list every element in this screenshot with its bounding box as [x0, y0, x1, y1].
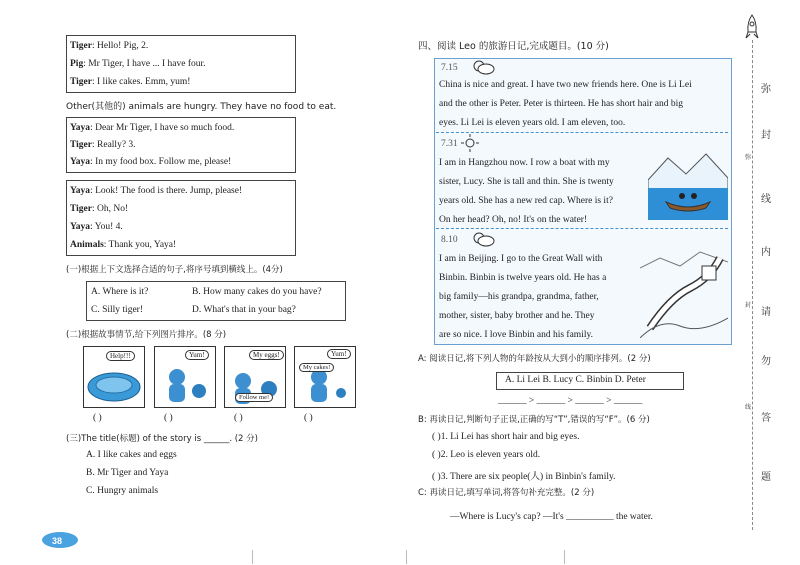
hangzhou-boat-picture: [648, 150, 728, 220]
answer-paren-4[interactable]: ( ): [304, 413, 313, 423]
question-a-options: A. Li Lei B. Lucy C. Binbin D. Peter: [505, 375, 646, 385]
margin-char: 勿: [761, 356, 771, 367]
speaker: Tiger: [70, 140, 92, 150]
diary-line: and the other is Peter. Peter is thirteen. He has short hair and big: [439, 99, 684, 109]
dialogue-line: Pig: Mr Tiger, I have ... I have four.: [70, 59, 206, 69]
story-picture-4: [294, 346, 356, 408]
speech-bubble-cakes: My cakes!: [299, 363, 334, 372]
option-c: C. Silly tiger!: [91, 305, 143, 315]
speech-bubble-eggs: My eggs!: [249, 350, 284, 360]
margin-char-small: 弥: [745, 154, 752, 161]
rocket-icon: [744, 14, 760, 40]
fold-mark: [406, 550, 407, 564]
section3-option-b: B. Mr Tiger and Yaya: [86, 468, 169, 478]
speaker: Yaya: [70, 123, 91, 133]
answer-paren-3[interactable]: ( ): [234, 413, 243, 423]
diary-date-1: 7.15: [441, 63, 458, 73]
speaker: Yaya: [70, 186, 91, 196]
line-text: Dear Mr Tiger, I have so much food.: [95, 123, 235, 133]
dialogue-line: Yaya: Dear Mr Tiger, I have so much food.: [70, 123, 235, 133]
margin-char: 内: [761, 247, 771, 258]
line-text: I like cakes. Emm, yum!: [97, 77, 191, 87]
fold-mark: [252, 550, 253, 564]
question-c-title: C: 再读日记,填写单词,将答句补充完整。(2 分): [418, 488, 595, 498]
speaker: Animals: [70, 240, 104, 250]
speech-bubble-yum: Yum!: [185, 350, 209, 360]
dialogue-line: Tiger: I like cakes. Emm, yum!: [70, 77, 191, 87]
dialogue-line: Tiger: Really? 3.: [70, 140, 136, 150]
section1-title: (一)根据上下文选择合适的句子,将序号填到横线上。(4分): [66, 265, 283, 275]
question-a-answer-line[interactable]: ______ > ______ > ______ > ______: [498, 396, 643, 406]
line-text: Thank you, Yaya!: [108, 240, 177, 250]
great-wall-picture: [640, 248, 728, 338]
section3-question: (三)The title(标题) of the story is ______. (2 分): [66, 434, 258, 444]
dialogue-line: Yaya: You! 4.: [70, 222, 123, 232]
question-a-title: A: 阅读日记,将下列人物的年龄按从大到小的顺序排列。(2 分): [418, 354, 651, 364]
question-b-item-2[interactable]: ( )2. Leo is eleven years old.: [432, 450, 541, 460]
weather-sun-icon: [460, 133, 480, 153]
diary-line: big family—his grandpa, grandma, father,: [439, 292, 599, 302]
margin-char: 请: [761, 307, 771, 318]
diary-entry-3: [439, 250, 606, 345]
question-b-title: B: 再读日记,判断句子正误,正确的写“T”,错误的写“F”。(6 分): [418, 415, 650, 425]
speaker: Yaya: [70, 222, 91, 232]
weather-sun-cloud-icon: [470, 229, 496, 249]
speaker: Tiger: [70, 204, 92, 214]
speech-bubble-yum-2: Yum!: [327, 349, 351, 359]
diary-entry-1: [439, 76, 692, 133]
line-text: In my food box. Follow me, please!: [95, 157, 232, 167]
dialogue-line: Animals: Thank you, Yaya!: [70, 240, 177, 250]
diary-line: are so nice. I love Binbin and his family.: [439, 330, 593, 340]
margin-char: 封: [761, 130, 771, 141]
option-d: D. What's that in your bag?: [192, 305, 296, 315]
answer-paren-2[interactable]: ( ): [164, 413, 173, 423]
speaker: Yaya: [70, 157, 91, 167]
line-text: Hello! Pig, 2.: [97, 41, 149, 51]
diary-line: I am in Beijing. I go to the Great Wall with: [439, 254, 603, 264]
diary-entry-2: [439, 154, 614, 230]
line-text: You! 4.: [94, 222, 123, 232]
speech-bubble-follow: Follow me!: [235, 393, 273, 402]
line-text: Really? 3.: [97, 140, 136, 150]
section3-option-a: A. I like cakes and eggs: [86, 450, 177, 460]
dialogue-line: Tiger: Oh, No!: [70, 204, 129, 214]
line-text: Look! The food is there. Jump, please!: [95, 186, 243, 196]
dialogue-line: Yaya: In my food box. Follow me, please!: [70, 157, 232, 167]
speaker: Pig: [70, 59, 84, 69]
margin-char: 答: [761, 413, 771, 424]
question-c-sentence[interactable]: —Where is Lucy's cap? —It's __________ the water.: [450, 512, 653, 522]
option-b: B. How many cakes do you have?: [192, 287, 322, 297]
answer-paren-1[interactable]: ( ): [93, 413, 102, 423]
speaker: Tiger: [70, 41, 92, 51]
narration: Other(其他的) animals are hungry. They have no food to eat.: [66, 102, 337, 112]
fold-mark: [564, 550, 565, 564]
dialogue-line: Yaya: Look! The food is there. Jump, please!: [70, 186, 243, 196]
diary-line: On her head? Oh, no! It's on the water!: [439, 215, 588, 225]
question-b-item-3[interactable]: ( )3. There are six people(人) in Binbin's family.: [432, 472, 616, 482]
speech-bubble-help: Help!!!: [106, 351, 135, 361]
diary-date-2: 7.31: [441, 139, 458, 149]
margin-char-small: 封: [745, 302, 752, 309]
binding-line: [752, 40, 753, 530]
diary-line: I am in Hangzhou now. I row a boat with my: [439, 158, 610, 168]
margin-char: 弥: [761, 84, 771, 95]
diary-date-3: 8.10: [441, 235, 458, 245]
speaker: Tiger: [70, 77, 92, 87]
diary-line: Binbin. Binbin is twelve years old. He has a: [439, 273, 607, 283]
margin-char: 题: [761, 472, 771, 483]
part4-title: 四、阅读 Leo 的旅游日记,完成题目。(10 分): [418, 41, 609, 52]
diary-line: eyes. Li Lei is eleven years old. I am eleven, too.: [439, 118, 626, 128]
weather-sun-cloud-icon: [470, 57, 496, 77]
diary-line: mother, sister, baby brother and he. They: [439, 311, 595, 321]
story-picture-2: [154, 346, 216, 408]
question-b-item-1[interactable]: ( )1. Li Lei has short hair and big eyes.: [432, 432, 580, 442]
option-a: A. Where is it?: [91, 287, 149, 297]
line-text: Oh, No!: [97, 204, 129, 214]
story-picture-3: [224, 346, 286, 408]
line-text: Mr Tiger, I have ... I have four.: [88, 59, 206, 69]
section3-option-c: C. Hungry animals: [86, 486, 159, 496]
section2-title: (二)根据故事情节,给下列图片排序。(8 分): [66, 330, 227, 340]
margin-char: 线: [761, 194, 771, 205]
margin-char-small: 线: [745, 404, 752, 411]
diary-line: China is nice and great. I have two new friends here. One is Li Lei: [439, 80, 692, 90]
diary-line: sister, Lucy. She is tall and thin. She is twenty: [439, 177, 614, 187]
diary-line: years old. She has a new red cap. Where is it?: [439, 196, 613, 206]
story-picture-1: [83, 346, 145, 408]
page-number: 38: [52, 536, 63, 546]
dialogue-line: Tiger: Hello! Pig, 2.: [70, 41, 149, 51]
